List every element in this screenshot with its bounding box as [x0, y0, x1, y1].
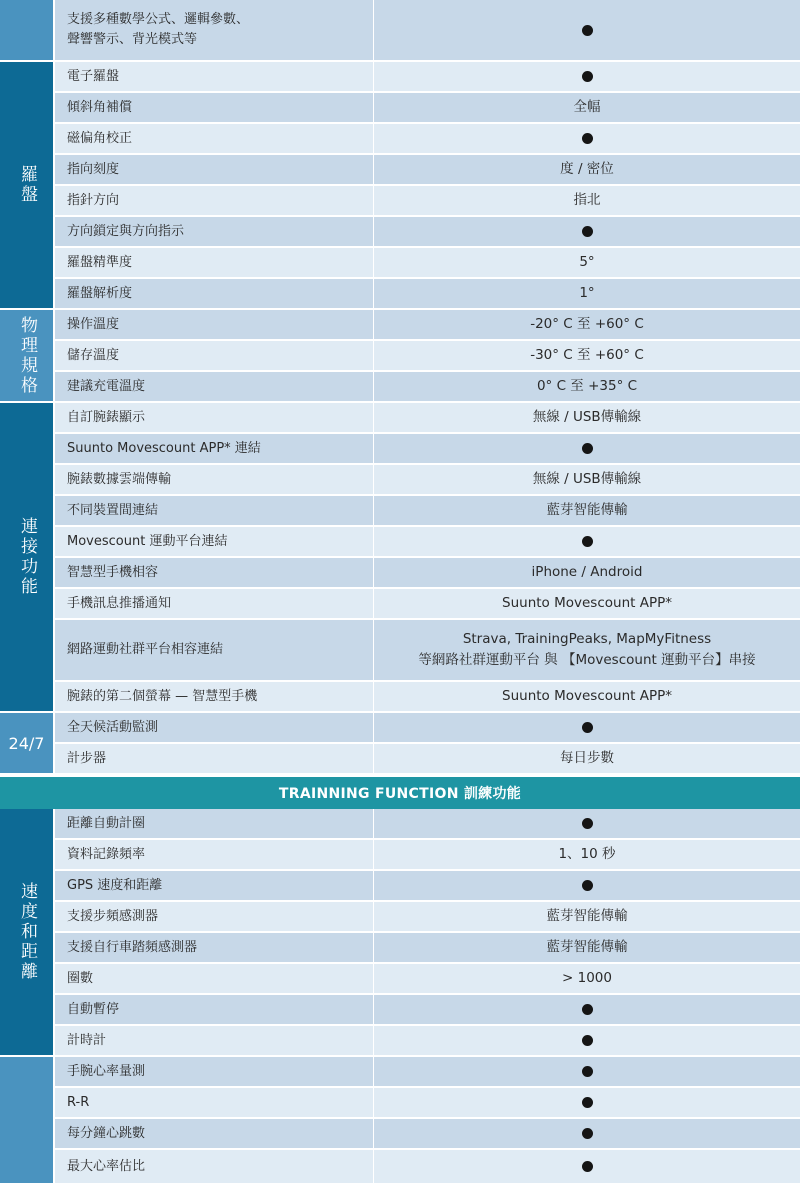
spec-row [55, 62, 800, 91]
spec-value: 1° [579, 285, 595, 301]
supported-dot-icon [582, 1066, 593, 1077]
spec-label: Suunto Movescount APP* 連結 [67, 440, 261, 456]
spec-row [55, 372, 800, 401]
category-label: 速度和距離 [17, 882, 37, 982]
supported-dot-icon [582, 443, 593, 454]
spec-value: 指北 [573, 192, 601, 208]
spec-value [374, 434, 800, 463]
supported-dot-icon [582, 1161, 593, 1172]
spec-label: 支援步頻感測器 [67, 908, 159, 924]
spec-value: 0° C 至 +35° C [536, 378, 638, 394]
category-compass [0, 62, 53, 308]
spec-value [374, 217, 800, 246]
spec-label: 手機訊息推播通知 [67, 595, 172, 611]
spec-row [55, 124, 800, 153]
spec-label: 手腕心率量測 [67, 1063, 146, 1079]
spec-row [55, 964, 800, 993]
supported-dot-icon [582, 1004, 593, 1015]
spec-value [374, 62, 800, 91]
spec-label: 羅盤解析度 [67, 285, 133, 301]
category-cell-continued [0, 0, 53, 60]
supported-dot-icon [582, 818, 593, 829]
category-activity [0, 713, 53, 773]
spec-value [374, 995, 800, 1024]
spec-label: 資料記錄頻率 [67, 846, 146, 862]
spec-value [374, 0, 800, 60]
spec-label: 智慧型手機相容 [67, 564, 159, 580]
supported-dot-icon [582, 226, 593, 237]
supported-dot-icon [582, 536, 593, 547]
spec-row [55, 620, 800, 680]
category-label: 羅盤 [17, 165, 37, 205]
category-label: 連接功能 [17, 517, 37, 597]
spec-row [55, 933, 800, 962]
spec-label: 電子羅盤 [67, 68, 120, 84]
spec-value: -20° C 至 +60° C [530, 316, 644, 332]
spec-label: 腕錶的第二個螢幕 — 智慧型手機 [67, 688, 258, 704]
category-physical [0, 310, 53, 401]
spec-row [55, 1057, 800, 1086]
spec-row [55, 589, 800, 618]
spec-value [374, 1026, 800, 1055]
spec-value: 無線 / USB傳輸線 [532, 471, 642, 487]
section-banner: TRAINNING FUNCTION 訓練功能 [0, 777, 800, 809]
spec-row [55, 279, 800, 308]
spec-row [55, 93, 800, 122]
spec-row [55, 186, 800, 215]
category-speed-distance [0, 809, 53, 1055]
spec-value: 全幅 [573, 99, 601, 115]
spec-label: GPS 速度和距離 [67, 877, 163, 893]
spec-value: 藍芽智能傳輸 [546, 502, 628, 518]
supported-dot-icon [582, 1035, 593, 1046]
spec-value: 藍芽智能傳輸 [546, 939, 628, 955]
spec-label: 儲存溫度 [67, 347, 120, 363]
spec-value: > 1000 [562, 970, 612, 986]
spec-row [55, 713, 800, 742]
spec-row [55, 434, 800, 463]
spec-row [55, 1026, 800, 1055]
spec-value: 度 / 密位 [560, 161, 614, 177]
spec-label: 羅盤精準度 [67, 254, 133, 270]
spec-row [55, 840, 800, 869]
spec-label: 距離自動計圈 [67, 815, 146, 831]
spec-label: 不同裝置間連結 [67, 502, 159, 518]
spec-label: 操作溫度 [67, 316, 120, 332]
spec-label: R-R [67, 1094, 90, 1110]
spec-label: 指針方向 [67, 192, 120, 208]
spec-label: 全天候活動監測 [67, 719, 159, 735]
spec-row [55, 682, 800, 711]
spec-label: 自動暫停 [67, 1001, 120, 1017]
spec-label: 指向刻度 [67, 161, 120, 177]
category-cell-heart-rate [0, 1057, 53, 1183]
spec-label: 傾斜角補償 [67, 99, 133, 115]
spec-value: 1、10 秒 [558, 846, 616, 862]
spec-value [374, 1119, 800, 1148]
spec-row [55, 310, 800, 339]
spec-label: 網路運動社群平台相容連結 [67, 642, 224, 657]
supported-dot-icon [582, 880, 593, 891]
category-connectivity [0, 403, 53, 711]
spec-row [55, 403, 800, 432]
spec-value [374, 124, 800, 153]
supported-dot-icon [582, 1128, 593, 1139]
spec-label: 支援多種數學公式、邏輯參數、 聲響警示、背光模式等 [67, 12, 250, 47]
supported-dot-icon [582, 25, 593, 36]
spec-label: 每分鐘心跳數 [67, 1125, 146, 1141]
spec-label: 自訂腕錶顯示 [67, 409, 146, 425]
spec-label: 最大心率估比 [67, 1158, 146, 1174]
spec-label: 計時計 [67, 1032, 107, 1048]
spec-value: iPhone / Android [531, 564, 643, 580]
spec-label: 支援自行車踏頻感測器 [67, 939, 198, 955]
spec-value: 藍芽智能傳輸 [546, 908, 628, 924]
spec-value: Suunto Movescount APP* [502, 688, 672, 704]
spec-row [55, 995, 800, 1024]
supported-dot-icon [582, 722, 593, 733]
spec-row [55, 217, 800, 246]
spec-row [55, 809, 800, 838]
spec-value [374, 1057, 800, 1086]
spec-row [55, 558, 800, 587]
spec-row [55, 1150, 800, 1183]
spec-value [374, 1088, 800, 1117]
spec-row [55, 0, 800, 60]
spec-value [374, 871, 800, 900]
spec-row [55, 496, 800, 525]
spec-row [55, 1088, 800, 1117]
spec-value: 每日步數 [560, 750, 614, 766]
supported-dot-icon [582, 1097, 593, 1108]
spec-row [55, 744, 800, 773]
spec-row [55, 465, 800, 494]
spec-row [55, 527, 800, 556]
category-label: 物理規格 [17, 315, 37, 396]
supported-dot-icon [582, 71, 593, 82]
spec-row [55, 1119, 800, 1148]
spec-label: 腕錶數據雲端傳輸 [67, 471, 172, 487]
spec-label: 方向鎖定與方向指示 [67, 223, 185, 239]
spec-row [55, 341, 800, 370]
spec-row [55, 155, 800, 184]
spec-value [374, 527, 800, 556]
spec-label: 磁偏角校正 [67, 130, 133, 146]
spec-value [374, 1150, 800, 1183]
spec-value: 無線 / USB傳輸線 [532, 409, 642, 425]
supported-dot-icon [582, 133, 593, 144]
spec-row [55, 902, 800, 931]
spec-value: -30° C 至 +60° C [530, 347, 644, 363]
spec-label: Movescount 運動平台連結 [67, 533, 228, 549]
spec-value: 5° [579, 254, 595, 270]
spec-value [374, 809, 800, 838]
spec-value: Suunto Movescount APP* [502, 595, 672, 611]
spec-row [55, 248, 800, 277]
category-label: 24/7 [8, 733, 45, 753]
spec-value [374, 713, 800, 742]
spec-row [55, 871, 800, 900]
spec-label: 圈數 [67, 970, 94, 986]
spec-label: 計步器 [67, 750, 107, 766]
spec-label: 建議充電溫度 [67, 378, 146, 394]
spec-value: Strava, TrainingPeaks, MapMyFitness 等網路社群運動平台 與 【Movescount 運動平台】串接 [418, 631, 756, 668]
